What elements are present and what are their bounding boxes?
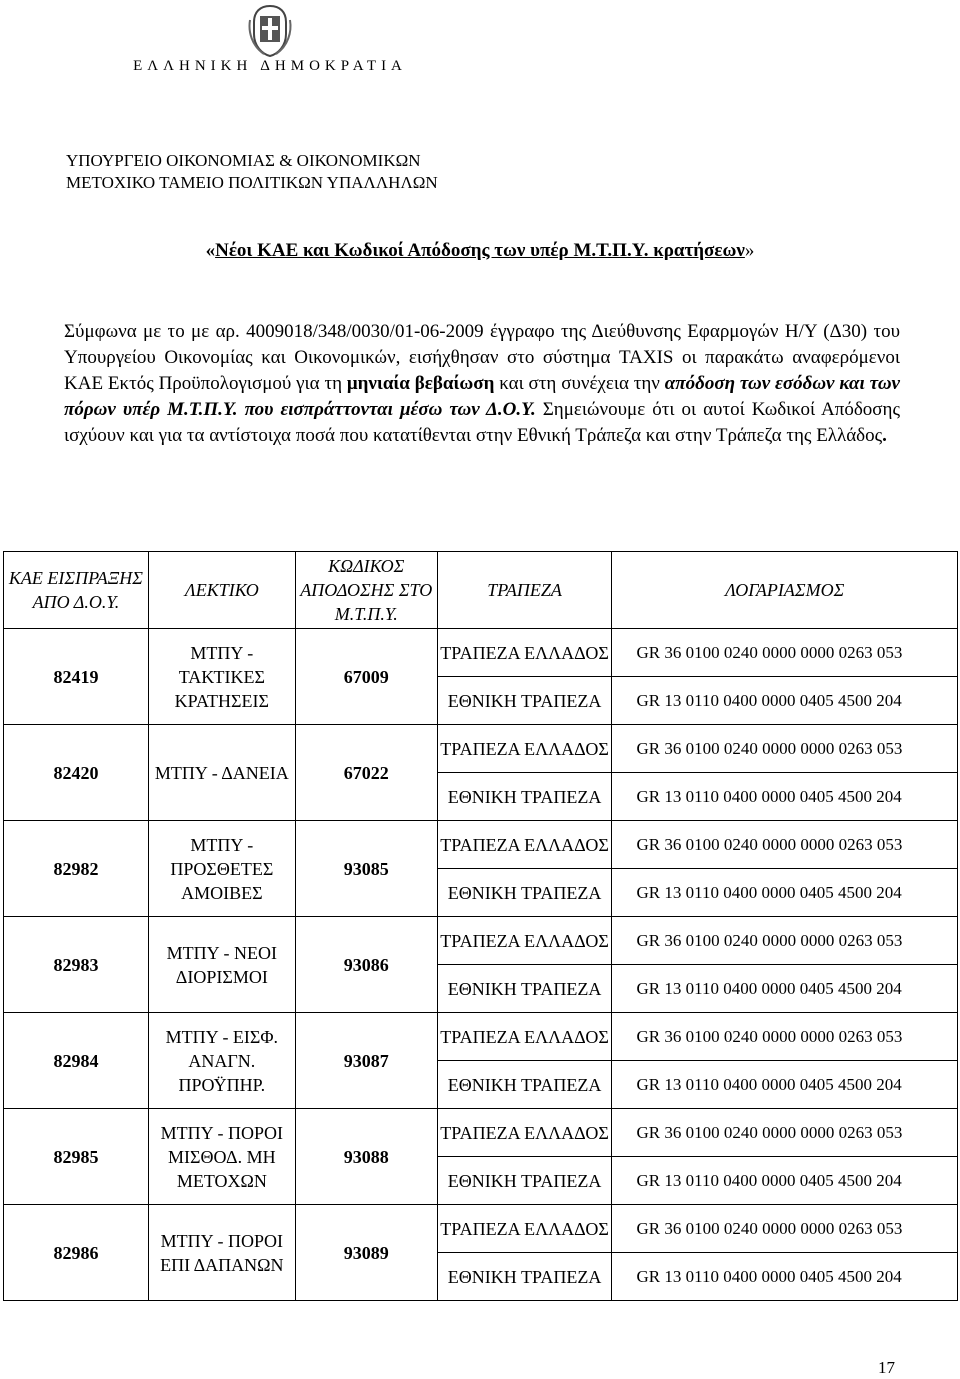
para-bold-1: μηνιαία βεβαίωση [346,373,495,394]
account-cell: GR 36 0100 0240 0000 0000 0263 053 [612,1013,958,1061]
kae-cell: 82982 [4,821,149,917]
table-row [4,1205,958,1253]
lektiko-cell: ΜΤΠΥ - ΔΑΝΕΙΑ [148,725,295,821]
table-row [4,629,958,677]
bank-cell: ΕΘΝΙΚΗ ΤΡΑΠΕΖΑ [437,965,612,1013]
bank-cell: ΕΘΝΙΚΗ ΤΡΑΠΕΖΑ [437,1157,612,1205]
bank-cell: ΕΘΝΙΚΗ ΤΡΑΠΕΖΑ [437,677,612,725]
ministry-block [66,150,438,194]
kae-table [3,551,958,1301]
kodikos-cell: 93088 [295,1109,437,1205]
account-cell: GR 36 0100 0240 0000 0000 0263 053 [612,917,958,965]
lektiko-cell: ΜΤΠΥ - ΤΑΚΤΙΚΕΣ ΚΡΑΤΗΣΕΙΣ [148,629,295,725]
table-row [4,917,958,965]
para-text-2: και στη συνέχεια την [494,373,665,394]
account-cell: GR 13 0110 0400 0000 0405 4500 204 [612,1061,958,1109]
account-cell: GR 36 0100 0240 0000 0000 0263 053 [612,1109,958,1157]
kodikos-cell: 93085 [295,821,437,917]
state-name: ΕΛΛΗΝΙΚΗ ΔΗΜΟΚΡΑΤΙΑ [133,58,407,74]
kodikos-cell: 67009 [295,629,437,725]
bank-cell: ΤΡΑΠΕΖΑ ΕΛΛΑΔΟΣ [437,725,612,773]
para-text-3: Σημειώνουμε ότι οι αυτοί Κωδικοί Απόδοσης ισχύουν και για τα αντίστοιχα ποσά που κατατίθενται στην Εθνική Τράπεζα και στην Τράπεζα της Ελλάδος [64,399,900,446]
kae-cell: 82419 [4,629,149,725]
para-bold-2: απόδοση των εσόδων και των πόρων υπέρ Μ.Τ.Π.Υ. που εισπράττονται μέσω των Δ.Ο.Υ. [64,373,900,420]
account-cell: GR 13 0110 0400 0000 0405 4500 204 [612,677,958,725]
lektiko-cell: ΜΤΠΥ - ΠΡΟΣΘΕΤΕΣ ΑΜΟΙΒΕΣ [148,821,295,917]
bank-cell: ΤΡΑΠΕΖΑ ΕΛΛΑΔΟΣ [437,1205,612,1253]
account-cell: GR 13 0110 0400 0000 0405 4500 204 [612,773,958,821]
account-cell: GR 13 0110 0400 0000 0405 4500 204 [612,1157,958,1205]
kae-cell: 82986 [4,1205,149,1301]
para-text-1: Σύμφωνα με το με αρ. 4009018/348/0030/01-06-2009 έγγραφο της Διεύθυνσης Εφαρμογών Η/Υ (Δ30) του Υπουργείου Οικονομίας και Οικονομικών, εισήχθησαν στο σύστημα TAXIS οι παρακάτω αναφερόμενοι ΚΑΕ Εκτός Προϋπολογισμού για τη [64,321,900,394]
account-cell: GR 13 0110 0400 0000 0405 4500 204 [612,869,958,917]
table-header-row [4,552,958,629]
lektiko-cell: ΜΤΠΥ - ΠΟΡΟΙ ΕΠΙ ΔΑΠΑΝΩΝ [148,1205,295,1301]
table-row [4,1109,958,1157]
greek-coat-of-arms-icon [246,4,294,58]
kodikos-cell: 67022 [295,725,437,821]
bank-cell: ΤΡΑΠΕΖΑ ΕΛΛΑΔΟΣ [437,917,612,965]
kae-cell: 82985 [4,1109,149,1205]
header-trapeza: ΤΡΑΠΕΖΑ [437,552,612,629]
header-logariasmos: ΛΟΓΑΡΙΑΣΜΟΣ [612,552,958,629]
kodikos-cell: 93087 [295,1013,437,1109]
bank-cell: ΕΘΝΙΚΗ ΤΡΑΠΕΖΑ [437,869,612,917]
page-number: 17 [878,1358,895,1377]
account-cell: GR 36 0100 0240 0000 0000 0263 053 [612,1205,958,1253]
kae-cell: 82420 [4,725,149,821]
lektiko-cell: ΜΤΠΥ - ΠΟΡΟΙ ΜΙΣΘΟΔ. ΜΗ ΜΕΤΟΧΩΝ [148,1109,295,1205]
account-cell: GR 13 0110 0400 0000 0405 4500 204 [612,1253,958,1301]
kae-cell: 82983 [4,917,149,1013]
header-lektiko: ΛΕΚΤΙΚΟ [148,552,295,629]
bank-cell: ΤΡΑΠΕΖΑ ΕΛΛΑΔΟΣ [437,1109,612,1157]
bank-cell: ΤΡΑΠΕΖΑ ΕΛΛΑΔΟΣ [437,1013,612,1061]
table-row [4,821,958,869]
title-text: Νέοι ΚΑΕ και Κωδικοί Απόδοσης των υπέρ Μ.Τ.Π.Υ. κρατήσεων [215,240,745,261]
table-row [4,1013,958,1061]
lektiko-cell: ΜΤΠΥ - ΕΙΣΦ. ΑΝΑΓΝ. ΠΡΟΫΠΗΡ. [148,1013,295,1109]
ministry-line-2: ΜΕΤΟΧΙΚΟ ΤΑΜΕΙΟ ΠΟΛΙΤΙΚΩΝ ΥΠΑΛΛΗΛΩΝ [66,173,438,192]
account-cell: GR 36 0100 0240 0000 0000 0263 053 [612,629,958,677]
table-row [4,725,958,773]
bank-cell: ΕΘΝΙΚΗ ΤΡΑΠΕΖΑ [437,773,612,821]
document-title [0,240,960,262]
kae-cell: 82984 [4,1013,149,1109]
header-kodikos: ΚΩΔΙΚΟΣ ΑΠΟΔΟΣΗΣ ΣΤΟ Μ.Τ.Π.Υ. [295,552,437,629]
bank-cell: ΕΘΝΙΚΗ ΤΡΑΠΕΖΑ [437,1061,612,1109]
kodikos-cell: 93086 [295,917,437,1013]
account-cell: GR 13 0110 0400 0000 0405 4500 204 [612,965,958,1013]
lektiko-cell: ΜΤΠΥ - ΝΕΟΙ ΔΙΟΡΙΣΜΟΙ [148,917,295,1013]
bank-cell: ΕΘΝΙΚΗ ΤΡΑΠΕΖΑ [437,1253,612,1301]
bank-cell: ΤΡΑΠΕΖΑ ΕΛΛΑΔΟΣ [437,821,612,869]
intro-paragraph [64,319,900,449]
title-close-quote: » [744,240,755,261]
title-open-quote: « [205,240,216,261]
bank-cell: ΤΡΑΠΕΖΑ ΕΛΛΑΔΟΣ [437,629,612,677]
kodikos-cell: 93089 [295,1205,437,1301]
account-cell: GR 36 0100 0240 0000 0000 0263 053 [612,725,958,773]
account-cell: GR 36 0100 0240 0000 0000 0263 053 [612,821,958,869]
ministry-line-1: ΥΠΟΥΡΓΕΙΟ ΟΙΚΟΝΟΜΙΑΣ & ΟΙΚΟΝΟΜΙΚΩΝ [66,151,421,170]
header-kae: ΚΑΕ ΕΙΣΠΡΑΞΗΣ ΑΠΟ Δ.Ο.Υ. [4,552,149,629]
para-bold-3: . [882,425,887,446]
